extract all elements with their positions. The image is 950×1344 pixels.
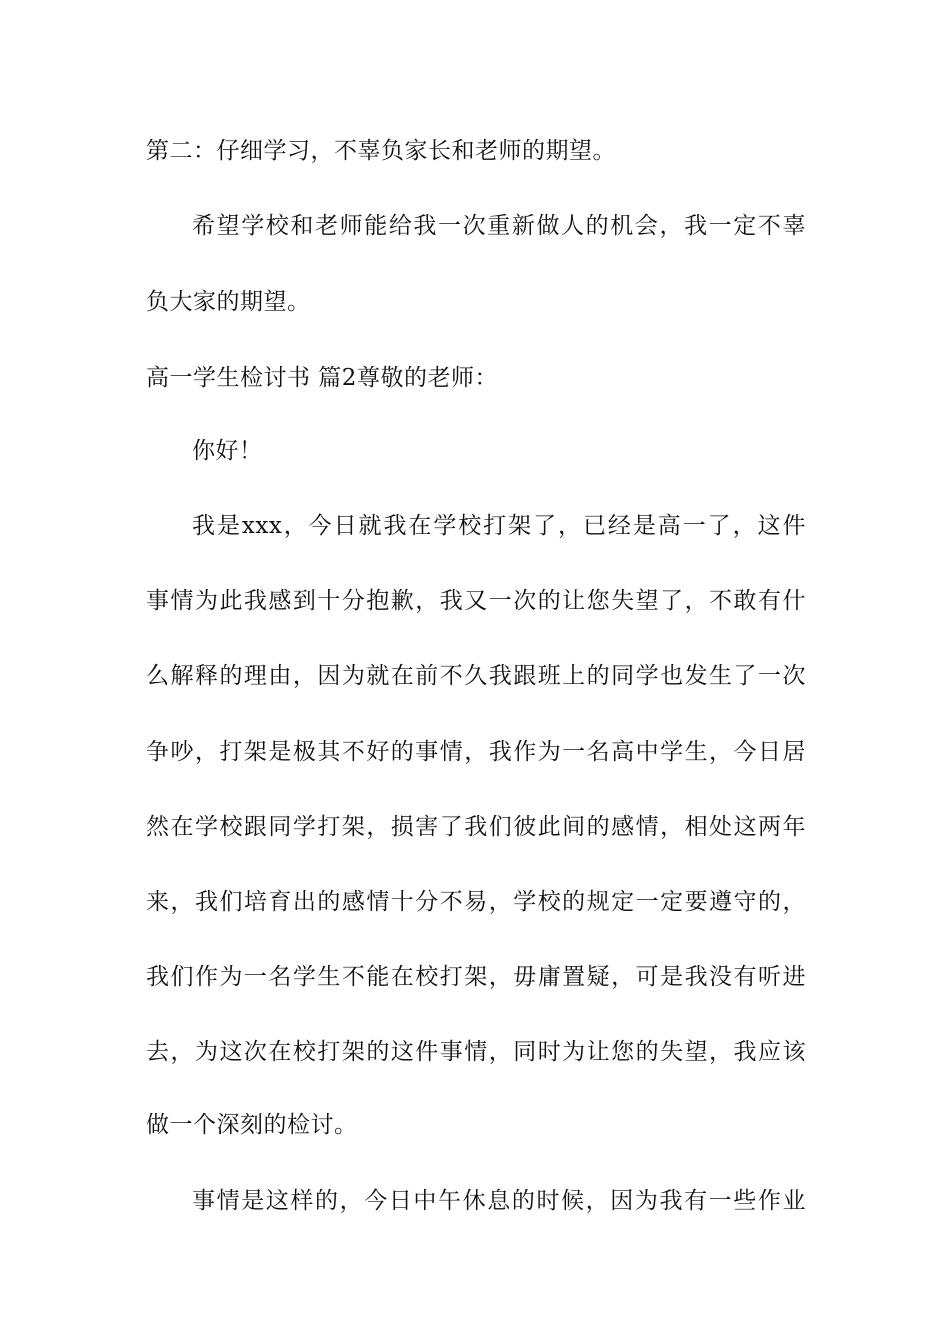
text-line: 事情是这样的，今日中午休息的时候，因为我有一些作业 xyxy=(192,1188,806,1214)
text-line: 事情为此我感到十分抱歉，我又一次的让您失望了，不敢有什 xyxy=(146,588,806,614)
text-line: 然在学校跟同学打架，损害了我们彼此间的感情，相处这两年 xyxy=(146,814,806,840)
section-heading: 高一学生检讨书 篇2尊敬的老师： xyxy=(146,365,498,391)
text-line: 希望学校和老师能给我一次重新做人的机会，我一定不辜 xyxy=(192,213,806,239)
text-line: 做一个深刻的检讨。 xyxy=(146,1112,358,1138)
text-line: 负大家的期望。 xyxy=(146,289,311,315)
text-line: 我是xxx，今日就我在学校打架了，已经是高一了，这件 xyxy=(192,513,806,539)
text-line: 么解释的理由，因为就在前不久我跟班上的同学也发生了一次 xyxy=(146,663,806,689)
text-line: 第二：仔细学习，不辜负家长和老师的期望。 xyxy=(146,138,616,164)
text-line: 你好！ xyxy=(192,438,263,464)
text-line: 去，为这次在校打架的这件事情，同时为让您的失望，我应该 xyxy=(146,1039,806,1065)
text-line: 争吵，打架是极其不好的事情，我作为一名高中学生，今日居 xyxy=(146,739,806,765)
text-line: 我们作为一名学生不能在校打架，毋庸置疑，可是我没有听进 xyxy=(146,964,806,990)
text-line: 来，我们培育出的感情十分不易，学校的规定一定要遵守的， xyxy=(146,889,806,915)
